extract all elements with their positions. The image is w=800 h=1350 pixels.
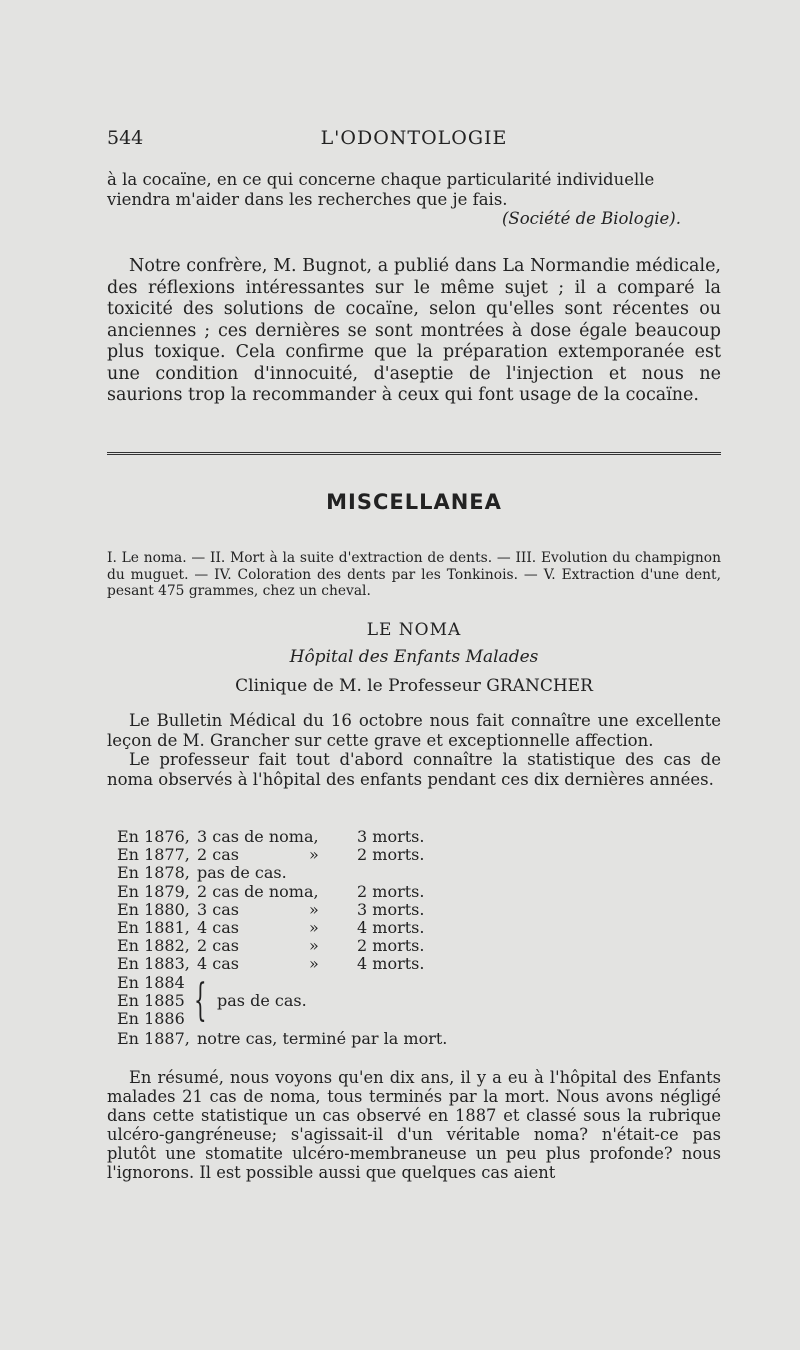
intro-source: (Société de Biologie). bbox=[501, 209, 681, 228]
stats-row bbox=[117, 846, 721, 864]
stats-last-year: En 1887, bbox=[117, 1028, 190, 1048]
stats-group-year-3: En 1886 bbox=[117, 1008, 185, 1028]
stats-year: En 1876, bbox=[117, 827, 190, 846]
stats-ditto: » bbox=[309, 899, 319, 919]
stats-group bbox=[117, 974, 721, 1030]
section-divider bbox=[107, 452, 721, 457]
section-title: MISCELLANEA bbox=[326, 490, 502, 514]
paragraph-2: Le professeur fait tout d'abord connaître la statistique des cas de noma observés à l'hôpital des enfants pendant ces dix dernières années. bbox=[107, 750, 721, 789]
stats-year: En 1881, bbox=[117, 917, 190, 937]
stats-year: En 1880, bbox=[117, 899, 190, 919]
stats-cases: 3 cas bbox=[197, 899, 239, 919]
intro-line-1: à la cocaïne, en ce qui concerne chaque particularité individuelle bbox=[107, 170, 655, 189]
conclusion-block bbox=[107, 1068, 721, 1182]
stats-row bbox=[117, 919, 721, 937]
stats-row bbox=[117, 955, 721, 973]
stats-ditto: » bbox=[309, 917, 319, 937]
stats-list bbox=[117, 828, 721, 974]
article-clinic: Clinique de M. le Professeur GRANCHER bbox=[235, 676, 593, 696]
stats-cases: 4 cas bbox=[197, 954, 239, 974]
stats-deaths: 2 morts. bbox=[357, 881, 425, 901]
stats-row bbox=[117, 883, 721, 901]
section-summary: I. Le noma. — II. Mort à la suite d'extraction de dents. — III. Evolution du champignon du muguet. — IV. Coloration des dents par les Tonkinois. — V. Extraction d'une dent, pesant 475 grammes, chez un cheval. bbox=[107, 550, 721, 599]
stats-deaths: 2 morts. bbox=[357, 845, 425, 865]
stats-last-text: notre cas, terminé par la mort. bbox=[197, 1028, 448, 1048]
stats-ditto: » bbox=[309, 954, 319, 974]
stats-row bbox=[117, 864, 721, 882]
intro-block bbox=[107, 170, 721, 229]
page-header bbox=[107, 127, 721, 157]
double-rule bbox=[107, 452, 721, 457]
stats-cases: 2 cas de noma, bbox=[197, 881, 319, 901]
article-subtitle: Hôpital des Enfants Malades bbox=[289, 647, 539, 667]
stats-ditto: » bbox=[309, 936, 319, 956]
stats-deaths: 3 morts. bbox=[357, 899, 425, 919]
bugnot-paragraph: Notre confrère, M. Bugnot, a publié dans La Normandie médicale, des réflexions intéressantes sur le même sujet ; il a comparé la toxicité des solutions de cocaïne, selon qu'elles sont récentes ou anciennes ; ces dernières se sont montrées à dose égale beaucoup plus toxique. Cela confirme que la préparation extemporanée est une condition d'innocuité, d'aseptie de l'injection et nous ne saurions trop la recommander à ceux qui font usage de la cocaïne. bbox=[107, 256, 721, 405]
stats-year: En 1878, bbox=[117, 863, 190, 883]
bugnot-paragraph-block bbox=[107, 256, 721, 407]
stats-deaths: 2 morts. bbox=[357, 936, 425, 956]
section-title-block bbox=[107, 490, 721, 514]
stats-deaths: 4 morts. bbox=[357, 917, 425, 937]
page-number: 544 bbox=[107, 127, 144, 149]
stats-row bbox=[117, 937, 721, 955]
summary-block bbox=[107, 550, 721, 600]
stats-cases: pas de cas. bbox=[197, 863, 287, 883]
stats-cases: 2 cas bbox=[197, 845, 239, 865]
statistics-table bbox=[107, 828, 721, 1050]
stats-cases: 4 cas bbox=[197, 917, 239, 937]
running-title: L'ODONTOLOGIE bbox=[320, 127, 508, 149]
stats-deaths: 4 morts. bbox=[357, 954, 425, 974]
stats-year: En 1883, bbox=[117, 954, 190, 974]
article-body bbox=[107, 711, 721, 789]
stats-cases: 3 cas de noma, bbox=[197, 827, 319, 846]
stats-year: En 1882, bbox=[117, 936, 190, 956]
article-title: LE NOMA bbox=[366, 620, 462, 640]
stats-group-year-2: En 1885 bbox=[117, 990, 185, 1010]
stats-ditto: » bbox=[309, 845, 319, 865]
stats-year: En 1877, bbox=[117, 845, 190, 865]
stats-row bbox=[117, 901, 721, 919]
article-heading bbox=[107, 617, 721, 701]
paragraph-1: Le Bulletin Médical du 16 octobre nous fait connaître une excellente leçon de M. Grancher sur cette grave et exceptionnelle affection. bbox=[107, 711, 721, 750]
stats-cases: 2 cas bbox=[197, 936, 239, 956]
stats-row bbox=[117, 828, 721, 846]
paragraph-3: En résumé, nous voyons qu'en dix ans, il y a eu à l'hôpital des Enfants malades 21 cas de noma, tous terminés par la mort. Nous avons négligé dans cette statistique un cas observé en 1887 et classé sous la rubrique ulcéro-gangréneuse; s'agissait-il d'un véritable noma? n'était-ce pas plutôt une stomatite ulcéro-membraneuse un peu plus profonde? nous l'ignorons. Il est possible aussi que quelques cas aient bbox=[107, 1068, 721, 1182]
intro-line-2: viendra m'aider dans les recherches que je fais. bbox=[107, 189, 508, 209]
stats-deaths: 3 morts. bbox=[357, 827, 425, 846]
stats-last bbox=[117, 1030, 721, 1050]
stats-year: En 1879, bbox=[117, 881, 190, 901]
brace-icon: { bbox=[194, 974, 207, 1026]
stats-group-note: pas de cas. bbox=[217, 990, 307, 1010]
stats-group-year-1: En 1884 bbox=[117, 972, 185, 992]
